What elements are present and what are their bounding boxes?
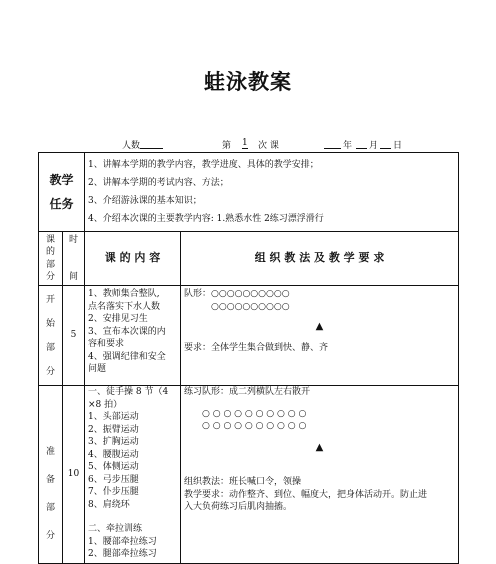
day-label: 日 <box>393 141 403 151</box>
day-blank <box>380 138 391 149</box>
preparation-row <box>39 386 459 564</box>
header-time-char: 间 <box>69 272 79 282</box>
prep-content-line: ×8 拍） <box>88 399 123 410</box>
opening-formation <box>184 288 455 301</box>
task-item: 1、讲解本学期的教学内容，教学进度、具体的教学安排； <box>88 160 319 170</box>
page-title: 蛙泳教案 <box>204 70 292 94</box>
prep-content-line <box>88 511 177 523</box>
prep-content-line: 二、牵拉训练 <box>88 524 143 534</box>
task-label-line1: 教学 <box>49 173 74 187</box>
class-info-line <box>0 138 496 152</box>
task-item: 4、介绍本次课的主要教学内容: 1.熟悉水性 2练习漂浮滑行 <box>88 214 324 224</box>
teacher-position-icon: ▲ <box>315 441 324 453</box>
opening-formation-label: 队形： <box>184 289 212 299</box>
prep-content-line: 一、徒手操 8 节（4 <box>88 387 169 397</box>
header-method-cell: 组 织 教 法 及 教 学 要 求 <box>181 232 459 286</box>
opening-content-line: 1、教师集合整队, <box>88 289 160 299</box>
opening-requirement: 要求：全体学生集合做到快、静、齐 <box>184 342 329 353</box>
header-part-char: 的 <box>45 247 55 257</box>
year-label: 年 <box>343 141 353 151</box>
opening-content-line: 4、强调纪律和安全 <box>88 351 166 362</box>
student-row-1: ○○○○○○○○○○ <box>211 289 290 299</box>
people-label: 人数 <box>122 141 141 151</box>
prep-part-char: 准 <box>45 447 55 458</box>
session-label: 次 课 <box>258 141 279 151</box>
header-row <box>39 232 459 286</box>
week-number: 1 <box>242 138 248 148</box>
prep-content-line: 7、仆步压腿 <box>88 487 139 497</box>
task-item: 3、介绍游泳课的基本知识； <box>88 196 202 206</box>
prep-part-char: 部 <box>45 503 55 514</box>
opening-content-line: 问题 <box>88 364 107 374</box>
prep-content-line: 8、肩绕环 <box>88 499 130 510</box>
header-part-cell <box>39 232 63 286</box>
opening-part-char: 部 <box>45 342 55 353</box>
people-blank <box>140 138 163 149</box>
prep-content-line: 1、头部运动 <box>88 412 139 422</box>
month-label: 月 <box>369 141 379 151</box>
prep-part-char: 备 <box>45 475 55 486</box>
prep-content-line: 3、扩胸运动 <box>88 437 139 447</box>
prep-requirement-line: 入大负荷练习后肌肉抽搐。 <box>184 502 293 512</box>
week-label: 第 <box>222 141 232 151</box>
header-content-cell: 课 的 内 容 <box>85 232 181 286</box>
prep-requirement-line: 教学要求：动作整齐、到位、幅度大，把身体活动开。防止进 <box>184 489 428 500</box>
opening-part-char: 分 <box>45 366 55 377</box>
student-row-2: ○ ○ ○ ○ ○ ○ ○ ○ ○ ○ <box>202 421 307 431</box>
task-item: 2、讲解本学期的考试内容、方法； <box>88 178 229 188</box>
prep-part-char: 分 <box>45 531 55 542</box>
year-blank <box>324 138 341 149</box>
prep-content-line: 1、腰部牵拉练习 <box>88 536 157 547</box>
opening-content-line: 容和要求 <box>88 339 125 349</box>
header-time-char: 时 <box>69 234 79 245</box>
opening-row <box>39 286 459 386</box>
opening-part-char: 开 <box>45 294 55 305</box>
opening-part-char: 始 <box>45 318 55 329</box>
header-part-char: 分 <box>45 272 55 282</box>
prep-method-cell <box>181 386 459 564</box>
opening-content-line: 点名落实下水人数 <box>88 301 161 312</box>
prep-part-cell <box>39 386 63 564</box>
header-part-char: 部 <box>45 259 55 270</box>
opening-content-line: 3、宣布本次课的内 <box>88 326 166 337</box>
student-row-1: ○ ○ ○ ○ ○ ○ ○ ○ ○ ○ <box>202 408 307 419</box>
prep-content-line: 2、腿部牵拉练习 <box>88 549 157 559</box>
prep-content-cell <box>85 386 181 564</box>
lesson-plan-table <box>38 152 459 564</box>
opening-time-cell: 5 <box>63 286 85 386</box>
prep-content-line: 5、体侧运动 <box>88 462 139 472</box>
prep-content-line: 6、弓步压腿 <box>88 474 139 485</box>
prep-time-cell: 10 <box>63 386 85 564</box>
opening-method-cell <box>181 286 459 386</box>
header-part-char: 课 <box>45 234 55 245</box>
opening-content-line: 2、安排见习生 <box>88 314 148 324</box>
task-label-cell <box>39 153 85 232</box>
prep-formation-label: 练习队形：成二列横队左右散开 <box>184 387 311 397</box>
prep-content-line: 4、腰腹运动 <box>88 449 139 460</box>
header-time-cell <box>63 232 85 286</box>
prep-method: 组织教法：班长喊口令，领操 <box>184 477 302 487</box>
month-blank <box>356 138 367 149</box>
task-label-line2: 任务 <box>49 197 74 211</box>
opening-part-cell <box>39 286 63 386</box>
opening-content-cell <box>85 286 181 386</box>
task-items-cell <box>85 153 459 232</box>
student-row-2: ○○○○○○○○○○ <box>211 301 290 312</box>
teacher-position-icon: ▲ <box>315 321 324 332</box>
prep-content-line: 2、振臂运动 <box>88 424 139 435</box>
task-row <box>39 153 459 232</box>
